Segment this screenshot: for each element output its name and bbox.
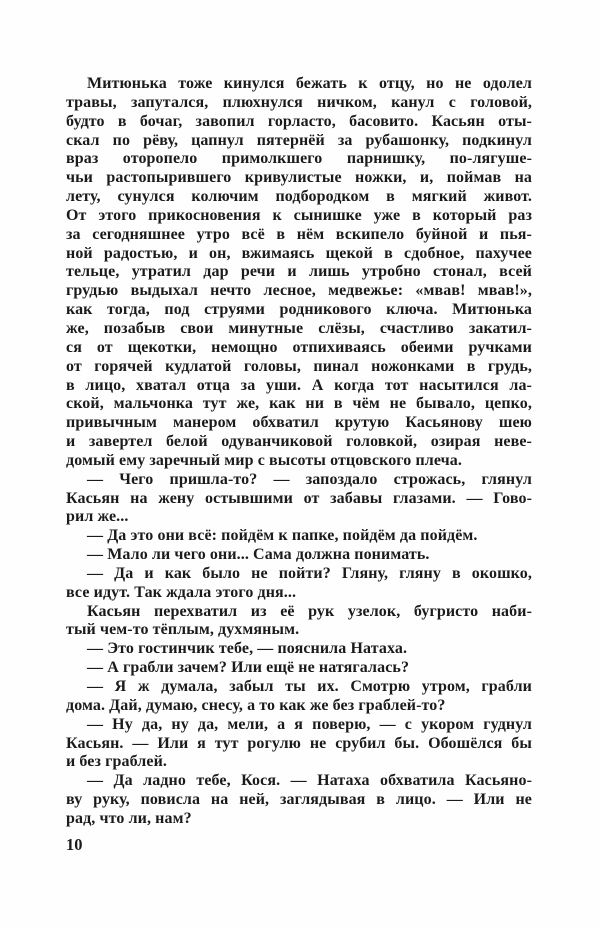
text-line: ной радостью, и он, вжимаясь щекой в сдобное, пахучее [66,244,532,262]
text-line: рил же... [66,508,129,526]
text-line: ся от щекотки, немощно отпихиваясь обеими ручками [66,338,532,356]
text-line: же, позабыв свои минутные слёзы, счастливо закатил- [66,319,532,337]
text-line: все идут. Так ждала этого дня... [66,583,297,601]
text-line: в лицо, хватал отца за уши. А когда тот насытился ла- [66,376,532,394]
text-line: грудью выдыхал нечто лесное, медвежье: «мвав! мвав!», [66,282,532,300]
text-line: дома. Дай, думаю, снесу, а то как же без граблей-то? [66,696,446,714]
text-line: за сегодняшнее утро всё в нём вскипело буйной и пья- [66,225,532,243]
text-line: и завертел белой одуванчиковой головкой, озирая неве- [66,433,532,451]
text-line: — Чего пришла-то? — запоздало строжась, глянул [87,470,532,488]
text-line: лету, сунулся колючим подбородком в мягкий живот. [66,188,532,206]
text-line: Касьян на жену остывшими от забавы глазами. — Гово- [66,489,532,507]
text-line: — Это гостинчик тебе, — пояснила Натаха. [87,640,408,658]
text-line: травы, запутался, плюхнулся ничком, канул с головой, [66,93,532,111]
text-line: тый чем-то тёплым, духмяным. [66,621,300,639]
text-line: — Мало ли чего они... Сама должна понимать. [87,546,430,564]
text-line: будто в бочаг, завопил горласто, басовито. Касьян оты- [66,112,532,130]
text-line: — Да это они всё: пойдём к папке, пойдём да пойдём. [87,527,478,545]
text-line: Касьян. — Или я тут рогулю не срубил бы. Обошёлся бы [66,734,532,752]
text-line: — Я ж думала, забыл ты их. Смотрю утром, грабли [87,678,532,695]
page-number: 10 [66,835,83,854]
text-line: рад, что ли, нам? [66,809,192,827]
text-line: привычным манером обхватил крутую Касьянову шею [66,414,532,432]
text-line: как тогда, под струями родникового ключа. Митюнька [66,301,532,319]
text-line: от горячей кудлатой головы, пинал ножонками в грудь, [66,357,532,375]
text-line: скал по рёву, цапнул пятернёй за рубашонку, подкинул [66,131,532,149]
text-line: тельце, утратил дар речи и лишь утробно стонал, всей [66,263,532,281]
text-line: — Да и как было не пойти? Гляну, гляну в окошко, [87,564,532,582]
text-line: домый ему заречный мир с высоты отцовского плеча. [66,451,462,469]
text-line: Касьян перехватил из её рук узелок, бугристо наби- [87,602,532,620]
text-line: ву руку, повисла на ней, заглядывая в лицо. — Или не [66,791,532,809]
text-line: ской, мальчонка тут же, как ни в чём не бывало, цепко, [66,395,532,413]
text-line: — Да ладно тебе, Кося. — Натаха обхватила Касьяно- [87,772,532,790]
text-line: Митюнька тоже кинулся бежать к отцу, но не одолел [87,75,532,92]
text-line: и без граблей. [66,753,168,771]
text-line: чьи растопырившего кривулистые ножки, и, поймав на [66,169,532,187]
text-line: — Ну да, ну да, мели, а я поверю, — с укором гуднул [87,715,532,733]
text-line: враз оторопело примолкшего парнишку, по-лягуше- [66,150,532,168]
page-text [66,75,532,829]
text-line: От этого прикосновения к сынишке уже в который раз [66,206,532,224]
text-line: — А грабли зачем? Или ещё не натягалась? [87,659,410,677]
